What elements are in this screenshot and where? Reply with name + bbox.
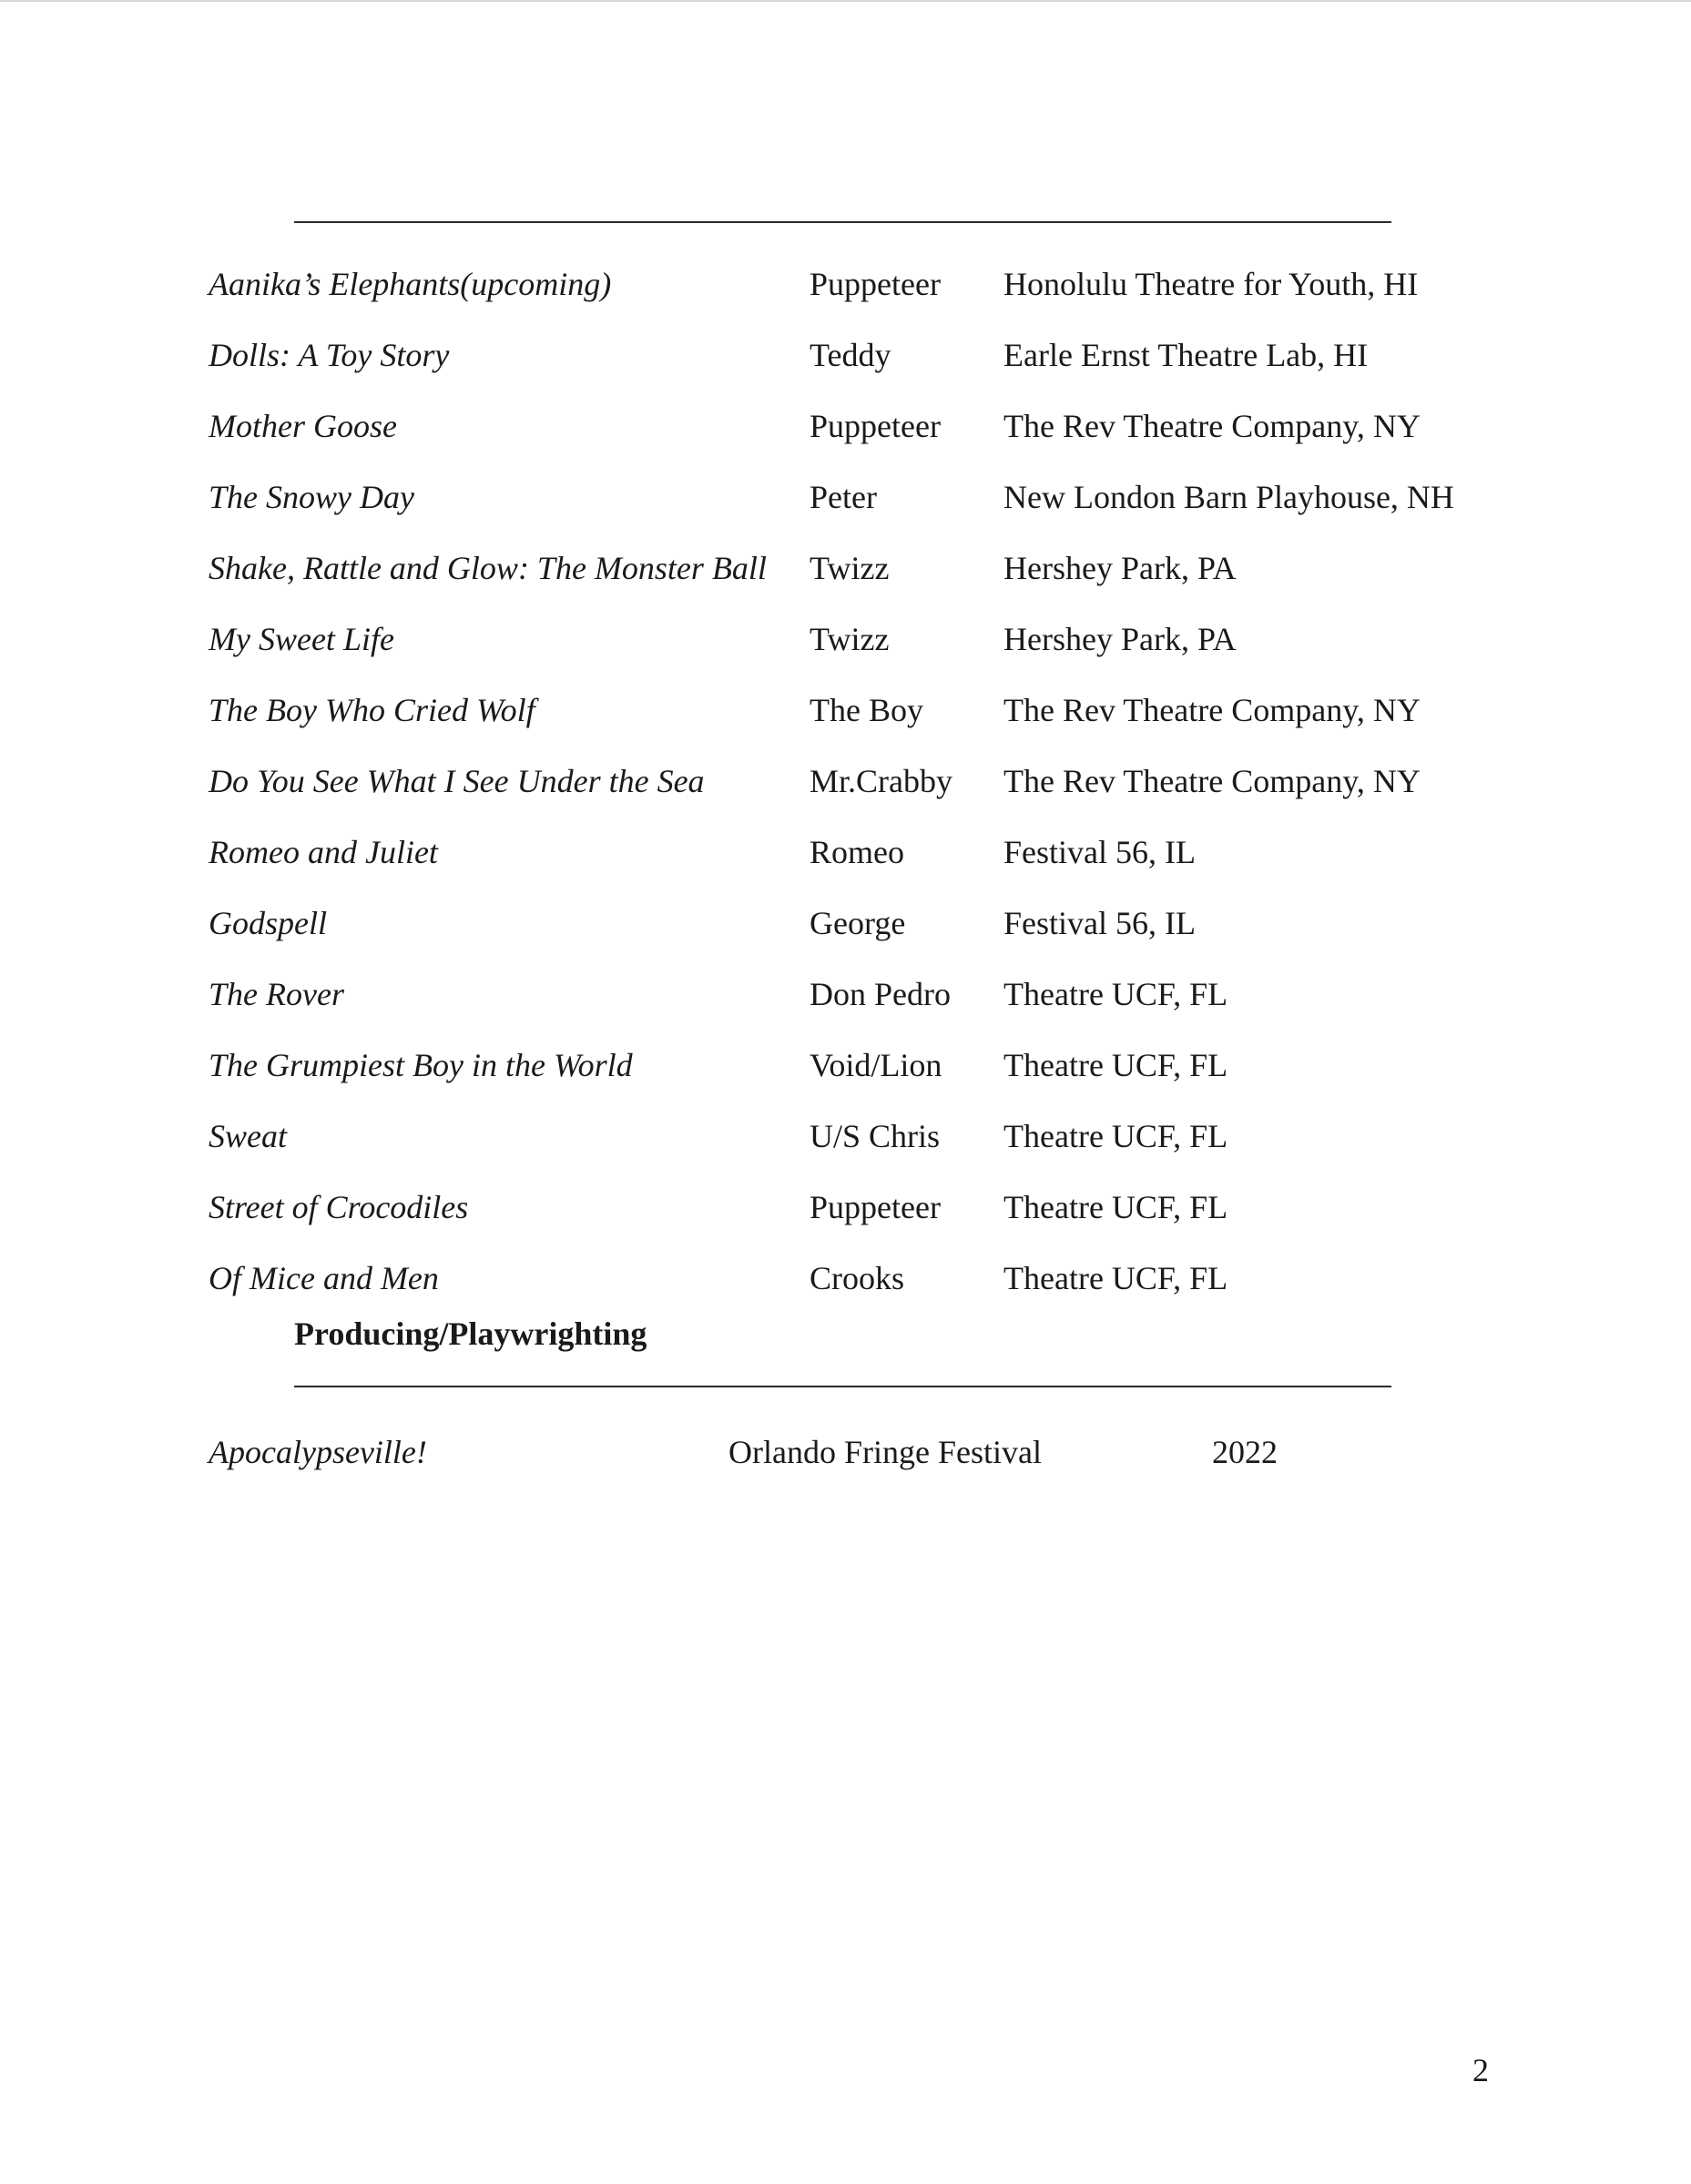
credit-title: The Grumpiest Boy in the World bbox=[209, 1047, 633, 1083]
credit-venue: Festival 56, IL bbox=[1003, 834, 1196, 870]
credit-venue: Earle Ernst Theatre Lab, HI bbox=[1003, 337, 1369, 373]
credit-venue: The Rev Theatre Company, NY bbox=[1003, 763, 1421, 799]
page-top-edge bbox=[0, 0, 1691, 2]
credit-venue: Theatre UCF, FL bbox=[1003, 1260, 1228, 1296]
credit-venue: Honolulu Theatre for Youth, HI bbox=[1003, 266, 1419, 302]
credit-venue: Festival 56, IL bbox=[1003, 905, 1196, 941]
credit-role: Puppeteer bbox=[810, 266, 941, 302]
credit-role: Twizz bbox=[810, 621, 890, 657]
credit-role: The Boy bbox=[810, 692, 923, 728]
credit-title: The Snowy Day bbox=[209, 479, 414, 515]
credit-role: George bbox=[810, 905, 906, 941]
credit-title: Sweat bbox=[209, 1118, 287, 1154]
credit-row bbox=[209, 756, 1502, 827]
credit-role: Romeo bbox=[810, 834, 904, 870]
page-number: 2 bbox=[1472, 2052, 1489, 2088]
credit-role: Don Pedro bbox=[810, 976, 951, 1012]
credit-venue: New London Barn Playhouse, NH bbox=[1003, 479, 1454, 515]
producing-row bbox=[209, 1427, 1392, 1478]
credit-title: Do You See What I See Under the Sea bbox=[209, 763, 705, 799]
credit-row bbox=[209, 401, 1502, 472]
credit-title: My Sweet Life bbox=[209, 621, 394, 657]
credit-row bbox=[209, 827, 1502, 898]
section-divider-top bbox=[294, 221, 1391, 223]
credits-table bbox=[209, 259, 1502, 1324]
credit-role: Void/Lion bbox=[810, 1047, 942, 1083]
credit-role: Puppeteer bbox=[810, 408, 941, 444]
credit-row bbox=[209, 1182, 1502, 1253]
credit-row bbox=[209, 614, 1502, 685]
credit-title: The Boy Who Cried Wolf bbox=[209, 692, 535, 728]
credit-role: Crooks bbox=[810, 1260, 905, 1296]
credit-row bbox=[209, 543, 1502, 614]
producing-title: Apocalypseville! bbox=[209, 1434, 427, 1470]
credit-role: Twizz bbox=[810, 550, 890, 586]
credit-row bbox=[209, 330, 1502, 401]
credit-row bbox=[209, 1111, 1502, 1182]
credit-title: Romeo and Juliet bbox=[209, 834, 438, 870]
producing-venue: Orlando Fringe Festival bbox=[728, 1434, 1042, 1470]
credit-title: Dolls: A Toy Story bbox=[209, 337, 450, 373]
credit-row bbox=[209, 898, 1502, 969]
credit-role: Puppeteer bbox=[810, 1189, 941, 1225]
credit-role: Teddy bbox=[810, 337, 891, 373]
credit-title: Mother Goose bbox=[209, 408, 397, 444]
credit-title: The Rover bbox=[209, 976, 344, 1012]
credit-title: Of Mice and Men bbox=[209, 1260, 439, 1296]
credit-venue: The Rev Theatre Company, NY bbox=[1003, 408, 1421, 444]
credit-role: Peter bbox=[810, 479, 877, 515]
credit-role: Mr.Crabby bbox=[810, 763, 952, 799]
credit-venue: Theatre UCF, FL bbox=[1003, 976, 1228, 1012]
credit-venue: Theatre UCF, FL bbox=[1003, 1118, 1228, 1154]
credit-venue: Hershey Park, PA bbox=[1003, 621, 1237, 657]
producing-section-heading: Producing/Playwrighting bbox=[294, 1315, 647, 1352]
credit-row bbox=[209, 685, 1502, 756]
credit-venue: The Rev Theatre Company, NY bbox=[1003, 692, 1421, 728]
credit-venue: Theatre UCF, FL bbox=[1003, 1047, 1228, 1083]
credit-title: Street of Crocodiles bbox=[209, 1189, 469, 1225]
credit-venue: Hershey Park, PA bbox=[1003, 550, 1237, 586]
credit-role: U/S Chris bbox=[810, 1118, 941, 1154]
credit-row bbox=[209, 259, 1502, 330]
credit-row bbox=[209, 969, 1502, 1040]
credit-title: Godspell bbox=[209, 905, 327, 941]
credit-venue: Theatre UCF, FL bbox=[1003, 1189, 1228, 1225]
credit-row bbox=[209, 1040, 1502, 1111]
credit-title: Shake, Rattle and Glow: The Monster Ball bbox=[209, 550, 767, 586]
producing-year: 2022 bbox=[1212, 1434, 1278, 1470]
section-divider-producing bbox=[294, 1386, 1391, 1387]
credit-title: Aanika’s Elephants(upcoming) bbox=[209, 266, 612, 302]
credit-row bbox=[209, 472, 1502, 543]
